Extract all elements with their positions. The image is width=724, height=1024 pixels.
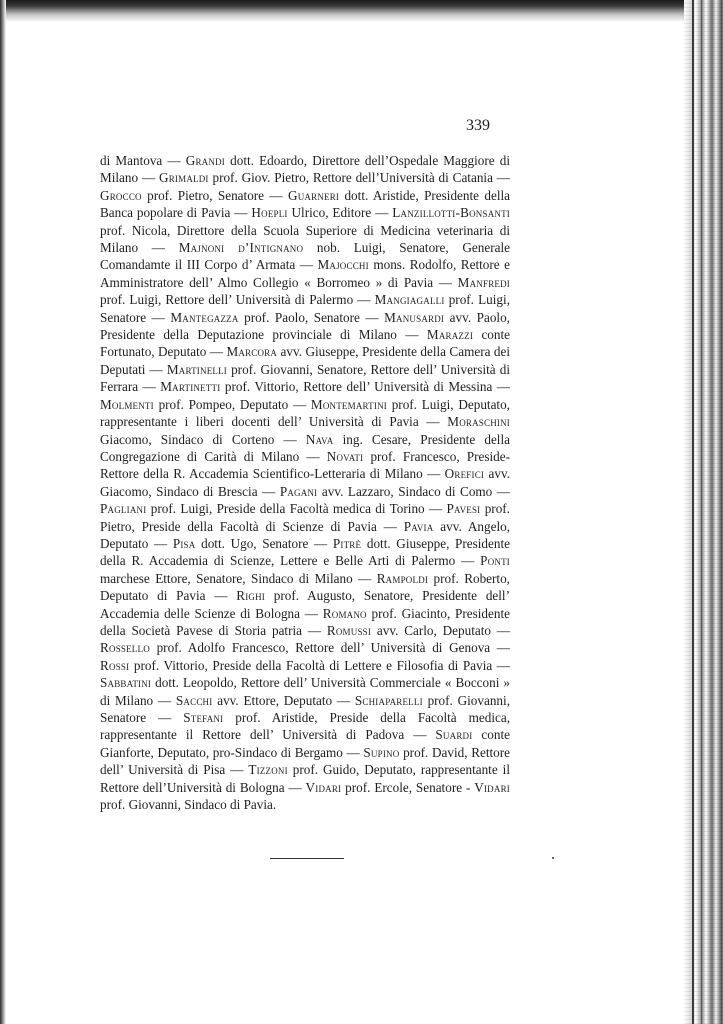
- scan-speck: [552, 857, 554, 859]
- person-surname: Romano: [322, 605, 367, 621]
- paragraph-text: prof. Ercole, Senatore -: [341, 779, 475, 795]
- person-surname: Pavia: [403, 518, 434, 534]
- person-surname: Guarneri: [287, 187, 340, 203]
- paragraph-text: nob. Luigi, Senatore, Generale Comandamte il III Corpo d’ Armata —: [100, 240, 510, 273]
- paragraph-text: mons. Rodolfo, Rettore e Amministratore dell’ Almo Collegio « Borromeo » di Pavia —: [100, 257, 510, 290]
- paragraph-text: avv. Ettore, Deputato —: [212, 692, 355, 708]
- paragraph-text: prof. Pompeo, Deputato —: [153, 396, 311, 412]
- paragraph-text: prof. Giacinto, Presidente della Società Pavese di Storia patria —: [100, 605, 510, 638]
- scan-left-edge: [0, 0, 6, 1024]
- paragraph-text: conte Gianforte, Deputato, pro-Sindaco di Bergamo —: [100, 727, 510, 760]
- paragraph-text: prof. Vittorio, Preside della Facoltà di Lettere e Filosofia di Pavia —: [129, 657, 510, 673]
- person-surname: Tizzoni: [248, 762, 288, 778]
- paragraph-text: prof. Aristide, Preside della Facoltà medica, rappresentante il Rettore dell’ Università di Padova —: [100, 710, 510, 743]
- paragraph-text: prof. Nicola, Direttore della Scuola Superiore di Medicina veterinaria di Milano —: [100, 222, 510, 256]
- person-surname: Rossi: [100, 657, 130, 673]
- paragraph-text: prof. Pietro, Preside della Facoltà di Scienze di Pavia —: [100, 501, 510, 534]
- paragraph-text: Ulrico, Editore —: [287, 205, 393, 221]
- scan-top-edge: [0, 0, 724, 22]
- person-surname: Pagani: [279, 483, 318, 499]
- person-surname: Vidari: [305, 779, 342, 795]
- person-surname: Marcora: [226, 344, 278, 360]
- paragraph-text: prof. Francesco, Preside-Rettore della R. Accademia Scientifico-Letteraria di Milano —: [100, 448, 510, 482]
- paragraph-text: dott. Leopoldo, Rettore dell’ Università Commerciale « Bocconi » di Milano —: [100, 675, 510, 708]
- person-surname: Novati: [326, 448, 364, 464]
- person-surname: Pitrè: [332, 535, 362, 551]
- spine-line: [701, 0, 702, 1024]
- person-surname: Rampoldi: [376, 570, 429, 586]
- person-surname: Grandi: [185, 153, 225, 168]
- person-surname: Manfredi: [457, 274, 510, 290]
- paragraph-text: avv. Carlo, Deputato —: [371, 622, 511, 638]
- person-surname: Romussi: [326, 622, 372, 638]
- paragraph-text: prof. Luigi, Rettore dell’ Università di Palermo —: [100, 292, 375, 308]
- person-surname: Sabbatini: [100, 675, 152, 691]
- person-surname: Marazzi: [426, 327, 474, 343]
- person-surname: Orefici: [444, 466, 485, 482]
- person-surname: Ponti: [480, 553, 510, 569]
- end-rule: [270, 858, 344, 859]
- paragraph-text: Giacomo, Sindaco di Corteno —: [100, 431, 306, 447]
- page-number: 339: [466, 117, 490, 134]
- person-surname: Manusardi: [384, 309, 445, 325]
- paragraph-text: dott. Edoardo, Direttore dell’Ospedale Maggiore di Milano —: [100, 153, 510, 186]
- paragraph-text: prof. Roberto, Deputato di Pavia —: [100, 570, 510, 604]
- paragraph-text: di Mantova —: [100, 153, 186, 168]
- body-paragraph: [100, 152, 510, 813]
- paragraph-text: prof. Giov. Pietro, Rettore dell’Università di Catania —: [208, 170, 510, 186]
- paragraph-text: ing. Cesare, Presidente della Congregazione di Carità di Milano —: [100, 431, 510, 464]
- paragraph-text: prof. Adolfo Francesco, Rettore dell’ Università di Genova —: [149, 640, 510, 656]
- paragraph-text: prof. Paolo, Senatore —: [238, 309, 385, 325]
- paragraph-text: dott. Aristide, Presidente della Banca popolare di Pavia —: [100, 187, 510, 221]
- book-spine-edge: [684, 0, 724, 1024]
- person-surname: Nava: [305, 431, 334, 447]
- person-surname: Schiaparelli: [354, 692, 423, 708]
- person-surname: Pagliani: [100, 501, 147, 517]
- paragraph-text: prof. Giovanni, Sindaco di Pavia.: [100, 797, 277, 813]
- person-surname: Hoepli: [251, 205, 288, 221]
- paragraph-text: avv. Giacomo, Sindaco di Brescia —: [100, 466, 510, 499]
- paragraph-text: prof. Luigi, Preside della Facoltà medica di Torino —: [146, 501, 447, 517]
- person-surname: Righi: [236, 588, 266, 604]
- paragraph-text: avv. Lazzaro, Sindaco di Como —: [317, 483, 510, 499]
- person-surname: Grimaldi: [159, 170, 209, 186]
- person-surname: Grocco: [100, 187, 142, 203]
- spine-line: [692, 0, 694, 1024]
- paragraph-text: prof. Luigi, Senatore —: [100, 292, 510, 325]
- person-surname: Majnoni d’Intignano: [178, 240, 304, 256]
- person-surname: Montemartini: [310, 396, 387, 412]
- paragraph-text: prof. David, Rettore dell’ Università di Pisa —: [100, 744, 511, 778]
- paragraph-text: prof. Pietro, Senatore —: [141, 187, 288, 203]
- paragraph-text: prof. Vittorio, Rettore dell’ Università di Messina —: [220, 379, 510, 395]
- person-surname: Martinetti: [160, 379, 221, 395]
- paragraph-text: avv. Angelo, Deputato —: [100, 518, 510, 551]
- person-surname: Stefani: [183, 710, 224, 725]
- person-surname: Mantegazza: [170, 309, 239, 325]
- person-surname: Mangiagalli: [374, 292, 445, 308]
- person-surname: Rossello: [100, 640, 150, 656]
- paragraph-text: dott. Giuseppe, Presidente della R. Accademia di Scienze, Lettere e Belle Arti di Palermo —: [100, 535, 510, 569]
- paragraph-text: marchese Ettore, Senatore, Sindaco di Milano —: [100, 570, 377, 586]
- paragraph-text: avv. Giuseppe, Presidente della Camera dei Deputati —: [100, 344, 510, 377]
- paragraph-text: prof. Giovanni, Senatore —: [100, 692, 510, 725]
- person-surname: Molmenti: [100, 396, 154, 412]
- person-surname: Majocchi: [317, 257, 369, 273]
- paragraph-text: dott. Ugo, Senatore —: [195, 535, 333, 551]
- paragraph-text: prof. Luigi, Deputato, rappresentante i liberi docenti dell’ Università di Pavia —: [100, 396, 510, 430]
- person-surname: Moraschini: [447, 414, 510, 430]
- paragraph-text: prof. Giovanni, Senatore, Rettore dell’ Università di Ferrara —: [100, 361, 510, 395]
- paragraph-text: avv. Paolo, Presidente della Deputazione provinciale di Milano —: [100, 309, 510, 343]
- person-surname: Pavesi: [446, 501, 481, 517]
- person-surname: Sacchi: [175, 692, 213, 708]
- person-surname: Pisa: [172, 535, 196, 551]
- paragraph-text: conte Fortunato, Deputato —: [100, 327, 510, 360]
- person-surname: Suardi: [435, 727, 473, 743]
- paragraph-text: prof. Augusto, Senatore, Presidente dell’ Accademia delle Scienze di Bologna —: [100, 588, 510, 621]
- person-surname: Lanzillotti-Bonsanti: [392, 205, 510, 221]
- paragraph-text: prof. Guido, Deputato, rappresentante il Rettore dell’Università di Bologna —: [100, 762, 510, 795]
- person-surname: Martinelli: [166, 361, 227, 377]
- person-surname: Vidari: [474, 779, 510, 795]
- person-surname: Supino: [363, 744, 400, 760]
